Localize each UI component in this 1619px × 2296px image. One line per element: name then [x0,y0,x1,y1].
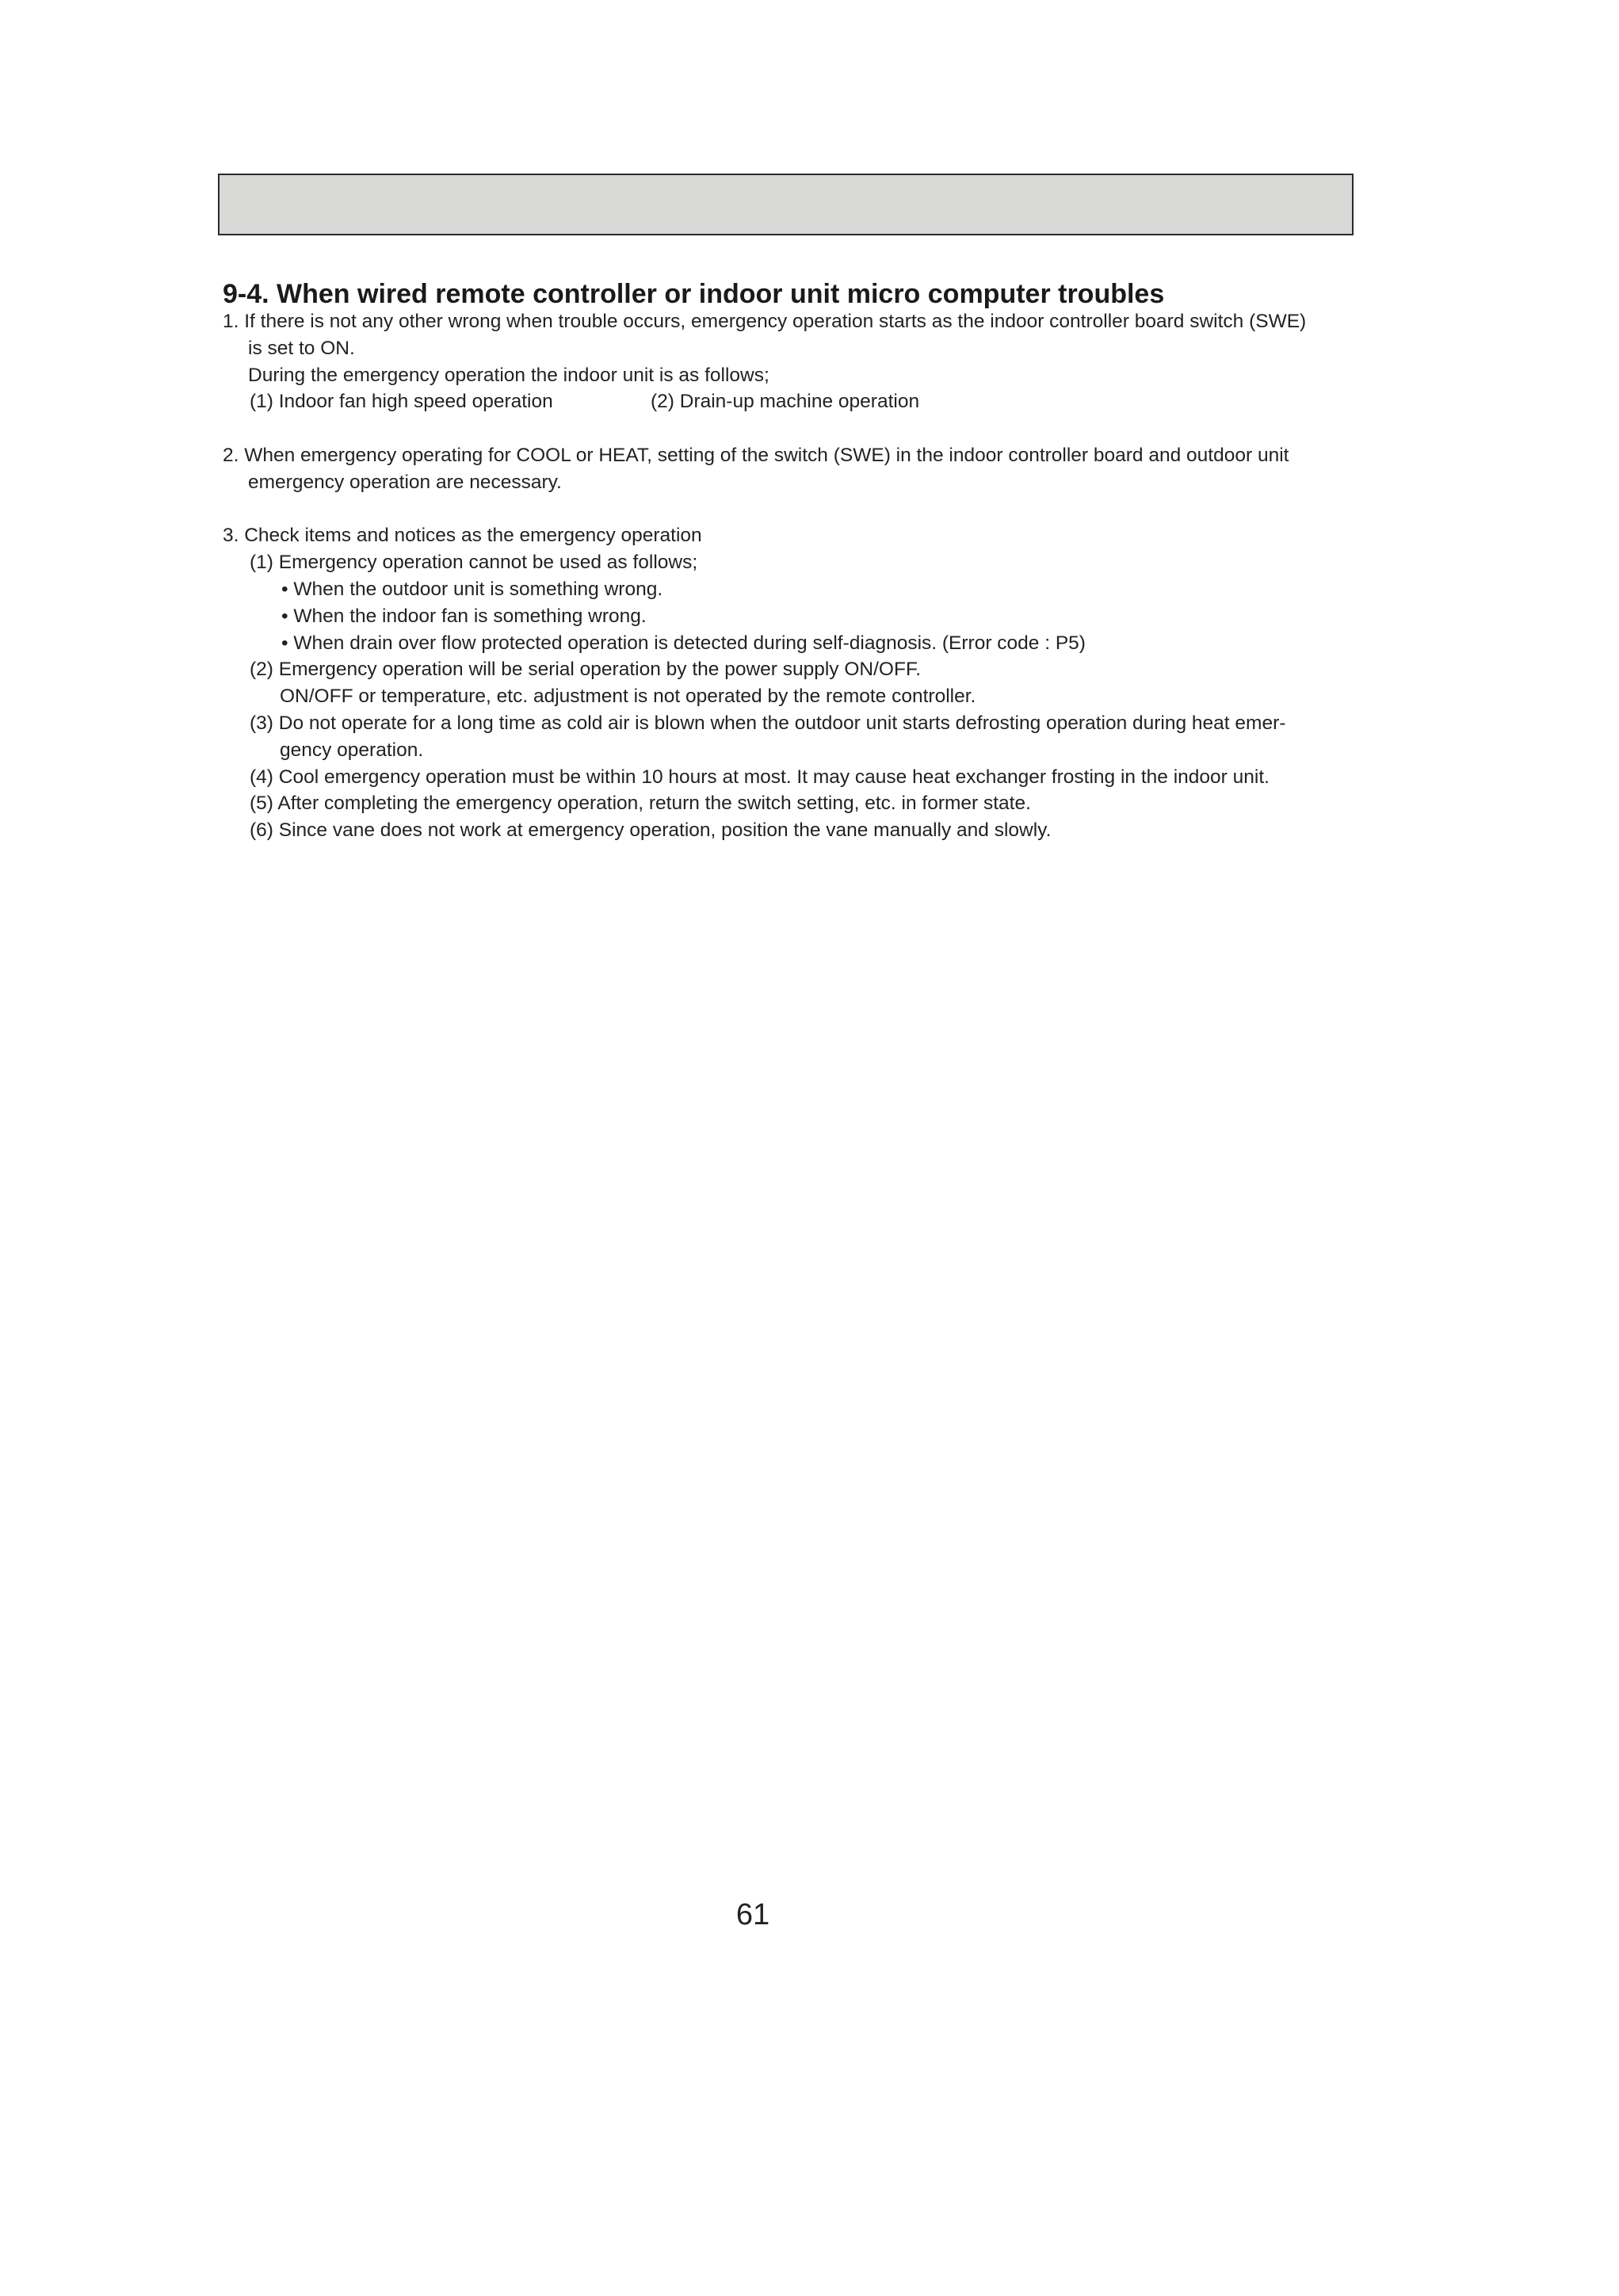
item3-n2-cont: ON/OFF or temperature, etc. adjustment is not operated by the remote controller. [280,686,976,708]
item3-n3-cont: gency operation. [280,739,424,761]
section-title: 9-4. When wired remote controller or indoor unit micro computer troubles [223,279,1165,309]
document-body [223,308,1364,844]
item1-sub2: (2) Drain-up machine operation [651,391,920,413]
spacer [223,415,1364,442]
spacer [223,496,1364,523]
item1-line1: 1. If there is not any other wrong when trouble occurs, emergency operation starts as the indoor controller board switch (SWE) [223,311,1307,332]
item1-line2: is set to ON. [248,337,355,359]
item3-line1: 3. Check items and notices as the emergency operation [223,525,702,547]
page-number: 61 [735,1898,770,1931]
item3-bullet3: • When drain over flow protected operation is detected during self-diagnosis. (Error code : P5) [281,632,1086,654]
section-header-bar [218,174,1354,235]
item3-n1: (1) Emergency operation cannot be used as follows; [250,552,698,574]
item3-n6: (6) Since vane does not work at emergency operation, position the vane manually and slowly. [250,819,1052,842]
item1-sub-items [223,388,1364,415]
item3-n3: (3) Do not operate for a long time as cold air is blown when the outdoor unit starts defrosting operation during heat emer- [250,712,1286,734]
item3-n4: (4) Cool emergency operation must be within 10 hours at most. It may cause heat exchanger frosting in the indoor unit. [250,766,1270,788]
item3-bullet1: • When the outdoor unit is something wrong. [281,578,663,600]
item3-n2: (2) Emergency operation will be serial operation by the power supply ON/OFF. [250,659,921,681]
item3-bullet2: • When the indoor fan is something wrong. [281,605,647,627]
item3-n5: (5) After completing the emergency operation, return the switch setting, etc. in former state. [250,793,1031,815]
item2-line1: 2. When emergency operating for COOL or HEAT, setting of the switch (SWE) in the indoor controller board and outdoor unit [223,444,1289,466]
item1-line3: During the emergency operation the indoor unit is as follows; [248,364,769,386]
item1-sub1: (1) Indoor fan high speed operation [250,391,553,413]
item2-line2: emergency operation are necessary. [248,471,562,493]
